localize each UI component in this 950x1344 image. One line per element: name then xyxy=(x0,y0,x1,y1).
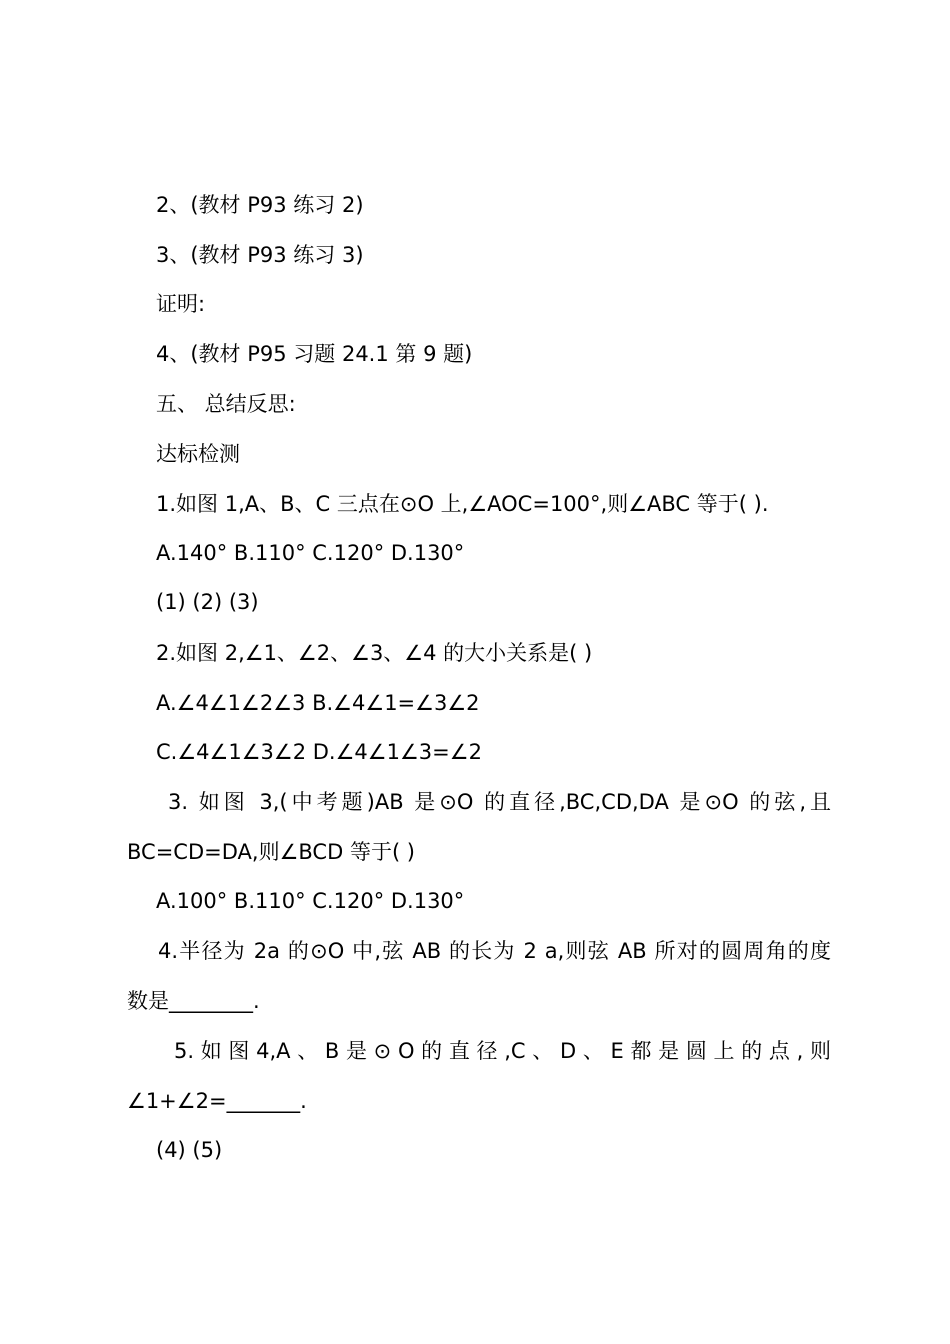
exercise-4-ref: 4、(教材 P95 习题 24.1 第 9 题) xyxy=(156,342,473,366)
section-heading-test: 达标检测 xyxy=(156,442,240,466)
question-2: 2.如图 2,∠1、∠2、∠3、∠4 的大小关系是( ) xyxy=(156,641,593,665)
question-2-options-ab: A.∠4∠1∠2∠3 B.∠4∠1=∠3∠2 xyxy=(156,691,480,715)
exercise-2-ref: 2、(教材 P93 练习 2) xyxy=(156,193,364,217)
question-3-line-2: BC=CD=DA,则∠BCD 等于( ) xyxy=(127,840,416,864)
question-1: 1.如图 1,A、B、C 三点在⊙O 上,∠AOC=100°,则∠ABC 等于( ). xyxy=(156,492,769,516)
figure-labels-1-3: (1) (2) (3) xyxy=(156,590,259,614)
proof-label: 证明: xyxy=(156,292,206,316)
question-3-line-1: 3. 如图 3,(中考题)AB 是⊙O 的直径,BC,CD,DA 是⊙O 的弦,且 xyxy=(168,790,831,814)
section-heading-summary: 五、 总结反思: xyxy=(156,392,296,416)
question-5-line-2: ∠1+∠2=_______. xyxy=(127,1089,307,1113)
exercise-3-ref: 3、(教材 P93 练习 3) xyxy=(156,243,364,267)
figure-labels-4-5: (4) (5) xyxy=(156,1138,223,1162)
question-3-options: A.100° B.110° C.120° D.130° xyxy=(156,889,465,913)
question-4-line-1: 4.半径为 2a 的⊙O 中,弦 AB 的长为 2 a,则弦 AB 所对的圆周角的度 xyxy=(158,939,831,963)
question-4-line-2: 数是________. xyxy=(127,989,260,1013)
question-5-line-1: 5. 如 图 4,A 、 B 是 ⊙ O 的 直 径 ,C 、 D 、 E 都 是 圆 上 的 点 , 则 xyxy=(174,1039,831,1063)
question-1-options: A.140° B.110° C.120° D.130° xyxy=(156,541,465,565)
question-2-options-cd: C.∠4∠1∠3∠2 D.∠4∠1∠3=∠2 xyxy=(156,740,482,764)
